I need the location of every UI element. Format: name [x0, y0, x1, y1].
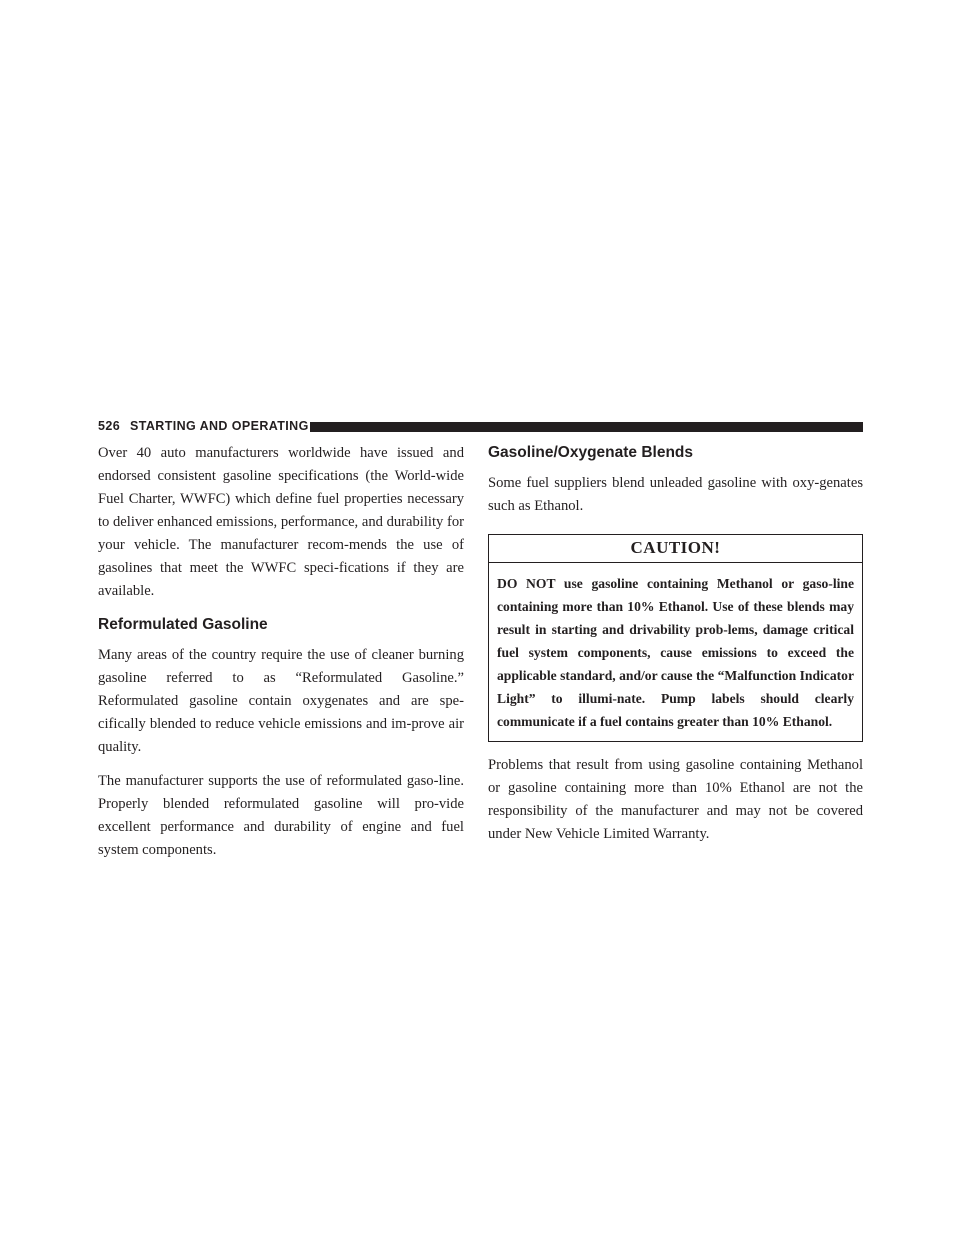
- caution-box: [488, 534, 863, 742]
- section-title: STARTING AND OPERATING: [130, 419, 309, 433]
- reformulated-paragraph-1: Many areas of the country require the use of cleaner burning gasoline referred to as “Reformulated Gasoline.” Reformulated gasoline contain oxygenates and are spe-cifically blended to reduce vehicle emissions and im-prove air quality.: [98, 647, 464, 755]
- problems-paragraph: Problems that result from using gasoline containing Methanol or gasoline containing more than 10% Ethanol are not the responsibility of the manufacturer and may not be covered under New Vehicle Limited Warranty.: [488, 757, 863, 842]
- intro-paragraph: Over 40 auto manufacturers worldwide have issued and endorsed consistent gasoline specifications (the World-wide Fuel Charter, WWFC) which define fuel properties necessary to deliver enhanced emissions, performance, and durability for your vehicle. The manufacturer recom-mends the use of gasolines that meet the WWFC speci-fications if they are available.: [98, 445, 464, 599]
- header-rule: [310, 422, 863, 432]
- reformulated-paragraph-2: The manufacturer supports the use of reformulated gaso-line. Properly blended reformulated gasoline will pro-vide excellent performance and durability of engine and fuel system components.: [98, 773, 464, 858]
- caution-title: CAUTION!: [489, 535, 862, 563]
- page-number: 526: [98, 419, 121, 433]
- caution-text: DO NOT use gasoline containing Methanol or gaso-line containing more than 10% Ethanol. Use of these blends may result in starting and drivability prob-lems, damage critical fuel system components, cause emissions to exceed the applicable standard, and/or cause the “Malfunction Indicator Light” to illumi-nate. Pump labels should clearly communicate if a fuel contains greater than 10% Ethanol.: [497, 576, 854, 729]
- reformulated-gasoline-heading: Reformulated Gasoline: [98, 616, 268, 633]
- oxygenate-blends-heading: Gasoline/Oxygenate Blends: [488, 444, 694, 461]
- page-header: [98, 416, 863, 438]
- right-column: [488, 442, 863, 857]
- left-column: [98, 442, 464, 873]
- oxygenate-paragraph: Some fuel suppliers blend unleaded gasoline with oxy-genates such as Ethanol.: [488, 475, 863, 514]
